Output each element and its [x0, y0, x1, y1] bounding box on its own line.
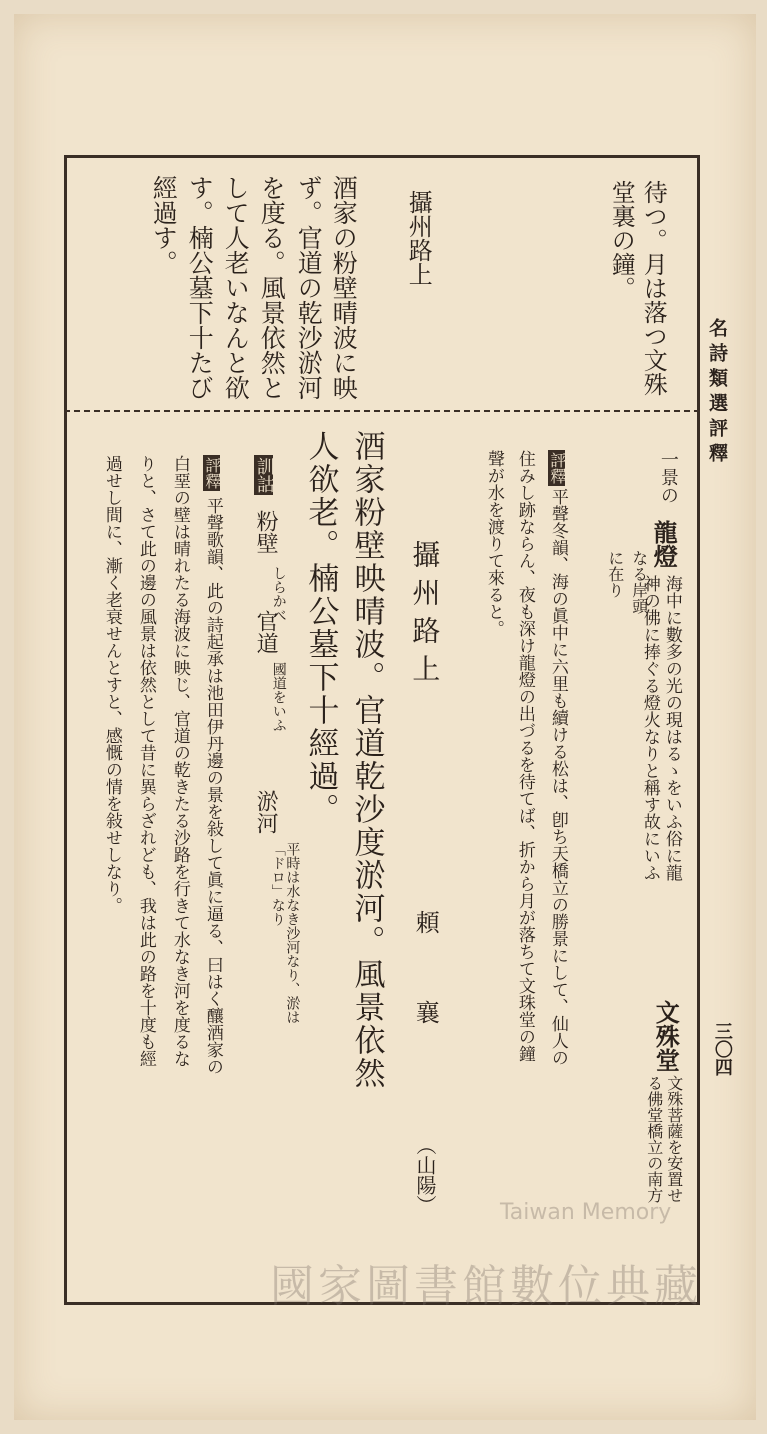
upper-verse	[130, 175, 370, 405]
commentary-line: りと、さて此の邊の風景は依然として昔に異らざれども、我は此の路を十度も經	[135, 455, 156, 1067]
kunko-term-3: 淤河	[253, 790, 279, 834]
upper-verse-line: を度る。風景依然と	[257, 175, 287, 400]
poem-author-note: （山陽）	[413, 1135, 437, 1215]
kunko-term-2: 官道	[253, 610, 279, 654]
ryuto-term: 龍燈	[649, 520, 679, 568]
poem-title: 攝州路上	[408, 540, 442, 692]
commentary-label: 評釋	[202, 457, 222, 489]
ryuto-line2: 神の佛に捧ぐる燈火なりと稱す故にいふ	[639, 575, 660, 881]
kunko-term-3-note: 平時は水なき沙河なり、淤は「ドロ」なり	[269, 842, 301, 1024]
ryuto-line1: 海中に數多の光の現はるゝをいふ俗に龍	[661, 575, 682, 881]
commentary-line: 平聲歌韻、此の詩起承は池田伊丹邊の景を敍して眞に逼る、曰はく釀酒家の	[202, 497, 223, 1075]
monju-term: 文殊堂	[651, 1000, 681, 1072]
note1-b: なる岸頭	[629, 550, 649, 614]
upper-poem-title: 攝州路上	[404, 190, 433, 286]
commentary-line: 白堊の壁は晴れたる海波に映じ、官道の乾きたる沙路を行きて水なき河を度るな	[169, 455, 190, 1067]
poem-line: 人欲老。楠公墓下十經過。	[302, 430, 339, 826]
hyoshaku-label-1: 評釋	[547, 452, 567, 484]
hyoshaku1-line: 平聲冬韻、海の眞中に六里も續ける松は、卽ち天橋立の勝景にして、仙人の	[547, 488, 568, 1066]
upper-verse-line: して人老いなんと欲	[221, 175, 251, 400]
commentary-line: 過せし間に、漸く老衰せんとすと、感慨の情を敍せしなり。	[101, 455, 122, 914]
book-title: 名詩類選評釋	[705, 318, 728, 468]
upper-verse-line: 酒家の粉壁晴波に映	[329, 175, 359, 400]
upper-col1: 待つ。月は落つ文殊	[639, 180, 668, 396]
watermark-en: Taiwan Memory	[500, 1200, 672, 1225]
watermark-cn: 國家圖書館數位典藏	[270, 1261, 702, 1312]
kunko-term-2-note: 國道をいふ	[270, 662, 287, 732]
kunko-label: 訓詁	[253, 457, 275, 493]
upper-verse-line: 經過す。	[149, 175, 179, 275]
kunko-term-1-note: しらかべ	[270, 566, 287, 622]
note1-head: 一景の	[657, 450, 679, 504]
monju-line1: 文殊菩薩を安置せ	[664, 1075, 684, 1203]
hyoshaku1-line: 聲が水を渡りて來ると。	[483, 450, 504, 637]
section-divider	[64, 410, 700, 412]
kunko-term-1: 粉壁	[253, 510, 279, 554]
poem-line: 酒家粉壁映晴波。官道乾沙度淤河。風景依然	[348, 430, 385, 1090]
upper-verse-line: す。楠公墓下十たび	[185, 175, 215, 400]
hyoshaku1-line: 住みし跡ならん、夜も深け龍燈の出づるを待てば、折から月が落ちて文珠堂の鐘	[514, 450, 535, 1062]
poem-author: 頼 襄	[411, 910, 440, 1030]
upper-verse-line: ず。官道の乾沙淤河	[294, 175, 324, 400]
upper-col2: 堂裏の鐘。	[607, 180, 636, 300]
page-number: 三〇四	[711, 1022, 733, 1076]
note1-c: に在り	[605, 550, 625, 598]
monju-line2: る佛堂橋立の南方	[644, 1075, 664, 1203]
